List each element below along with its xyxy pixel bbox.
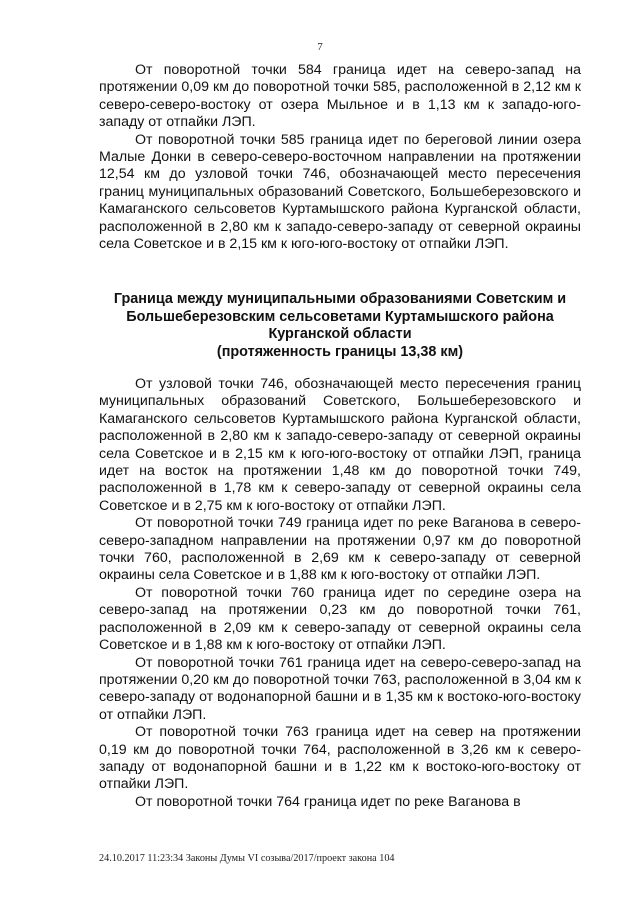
boundary-heading	[92, 291, 588, 361]
section-2-text	[99, 376, 581, 811]
heading-line: Большеберезовским сельсоветами Куртамышского района	[126, 308, 554, 325]
page-number: 7	[317, 41, 323, 53]
paragraph: От поворотной точки 760 граница идет по середине озера на северо-запад на протяжении 0,23 км до поворотной точки 761, расположенной в 2,09 км к северо-западу от северной окраины села Советское и в 1,88 км к юго-востоку от отпайки ЛЭП.	[99, 584, 581, 654]
paragraph: От поворотной точки 584 граница идет на северо-запад на протяжении 0,09 км до поворотной точки 585, расположенной в 2,12 км к северо-северо-востоку от озера Мыльное и в 1,13 км к западо-юго-западу от отпайки ЛЭП.	[99, 62, 581, 131]
paragraph: От поворотной точки 763 граница идет на север на протяжении 0,19 км до поворотной точки 764, расположенной в 3,26 км к северо-западу от водонапорной башни и в 1,22 км к востоко-юго-востоку от отпайки ЛЭП.	[99, 724, 581, 793]
heading-length: (протяженность границы 13,38 км)	[216, 343, 464, 360]
heading-line: Граница между муниципальными образованиями Советским и	[113, 291, 567, 307]
paragraph: От узловой точки 746, обозначающей место пересечения границ муниципальных образований Советского, Большеберезовского и Камаганского сельсоветов Куртамышского района Курганской области, расположенной в 2,80 км к западо-северо-западу от северной окраины села Советское и в 2,15 км к юго-юго-востоку от отпайки ЛЭП, граница идет на восток на протяжении 1,48 км до поворотной точки 749, расположенной в 1,78 км к северо-западу от северной окраины села Советское и в 2,75 км к юго-востоку от отпайки ЛЭП.	[99, 376, 581, 514]
footer-doc-info: 24.10.2017 11:23:34 Законы Думы VI созыва/2017/проект закона 104	[99, 853, 395, 864]
section-1-text	[99, 62, 581, 253]
paragraph: От поворотной точки 749 граница идет по реке Ваганова в северо-северо-западном направлении на протяжении 0,97 км до поворотной точки 760, расположенной в 2,69 км к северо-западу от северной окраины села Советское и в 1,88 км к юго-востоку от отпайки ЛЭП.	[99, 515, 581, 584]
heading-line: Курганской области	[268, 326, 412, 343]
paragraph: От поворотной точки 764 граница идет по реке Ваганова в	[135, 793, 521, 810]
paragraph: От поворотной точки 585 граница идет по береговой линии озера Малые Донки в северо-северо-восточном направлении на протяжении 12,54 км до узловой точки 746, обозначающей место пересечения границ муниципальных образований Советского, Большеберезовского и Камаганского сельсоветов Куртамышского района Курганской области, расположенной в 2,80 км к западо-северо-западу от северной окраины села Советское и в 2,15 км к юго-юго-востоку от отпайки ЛЭП.	[99, 131, 581, 253]
paragraph: От поворотной точки 761 граница идет на северо-северо-запад на протяжении 0,20 км до поворотной точки 763, расположенной в 3,04 км к северо-западу от водонапорной башни и в 1,35 км к востоко-юго-востоку от отпайки ЛЭП.	[99, 654, 581, 723]
